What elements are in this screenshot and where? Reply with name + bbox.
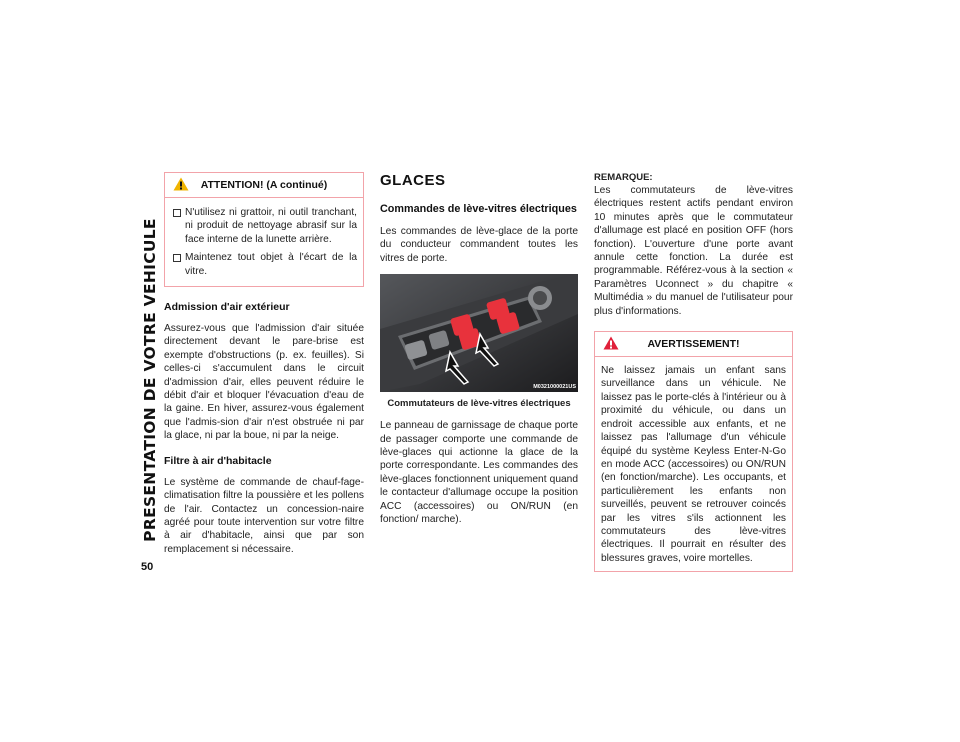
paragraph-intro: Les commandes de lève-glace de la porte du conducteur commandent toutes les vitres de porte. bbox=[380, 226, 578, 264]
warning-box-header bbox=[595, 332, 792, 357]
caution-item: Maintenez tout objet à l'écart de la vitre. bbox=[171, 251, 357, 278]
figure-caption: Commutateurs de lève-vitres électriques bbox=[387, 398, 571, 410]
caution-title: ATTENTION! (A continué) bbox=[200, 179, 328, 191]
remark-label: REMARQUE: bbox=[594, 172, 653, 183]
chapter-side-tab bbox=[140, 170, 160, 590]
caution-box bbox=[164, 172, 364, 287]
paragraph-filtre: Le système de commande de chauf-fage-climatisation filtre la poussière et les pollens de l'air. Contactez un concession-naire agréé pour toute intervention sur votre filtre à air d'habitacle, ainsi que par son remplacement si nécessaire. bbox=[164, 476, 364, 555]
page-number: 50 bbox=[141, 561, 154, 573]
section-title: GLACES bbox=[380, 172, 446, 189]
paragraph-admission: Assurez-vous que l'admission d'air située directement devant le pare-brise est exempte d'obstructions (p. ex. feuilles). Si celles-ci s'accumulent dans le circuit d'admission d'air, elles peuvent réduire le débit d'air et bloquer l'évacuation d'eau de la gaine. En hiver, assurez-vous également que l'admis-sion d'air n'est obstruée ni par la glace, ni par la boue, ni par la neige. bbox=[164, 323, 364, 442]
caution-box-header bbox=[165, 173, 363, 198]
warning-box bbox=[594, 331, 793, 572]
warning-title: AVERTISSEMENT! bbox=[647, 338, 740, 351]
column-3 bbox=[594, 172, 793, 572]
image-code: M0321000021US bbox=[533, 384, 576, 391]
column-2 bbox=[380, 172, 578, 526]
heading-admission: Admission d'air extérieur bbox=[164, 301, 290, 314]
bullet-square-icon bbox=[173, 209, 181, 217]
door-panel-illustration bbox=[380, 274, 578, 392]
paragraph-panel: Le panneau de garnissage de chaque porte de passager comporte une commande de lève-glaces qui actionne la glace de la porte correspondante. Les commandes des lève-glaces fonctionnent uniquement quand le contacteur d'allumage occupe la position ACC (accessoires) ou ON/RUN (en fonction/ marche). bbox=[380, 420, 578, 526]
column-1 bbox=[164, 172, 364, 556]
chapter-title: PRESENTATION DE VOTRE VEHICULE bbox=[141, 218, 159, 542]
caution-item: N'utilisez ni grattoir, ni outil tranchant, ni produit de nettoyage abrasif sur la face interne de la lunette arrière. bbox=[171, 206, 357, 246]
window-switch-photo bbox=[380, 274, 578, 392]
heading-commandes: Commandes de lève-vitres électriques bbox=[380, 203, 577, 215]
warning-text: Ne laissez jamais un enfant sans surveillance dans un véhicule. Ne laissez pas le porte-clés à l'intérieur ou à proximité du véhicule, ou dans un endroit accessible aux enfants, et ne laissez pas l'allumage d'un véhicule équipé du système Keyless Enter-N-Go en mode ACC (accessoires) ou ON/RUN (en fonction/marche). Les occupants, et particulièrement les enfants non surveillés, peuvent se retrouver coincés par les vitres s'ils actionnent les commutateurs des lève-vitres électriques. Il pourrait en résulter des blessures graves, voire mortelles. bbox=[601, 365, 786, 564]
heading-filtre: Filtre à air d'habitacle bbox=[164, 454, 272, 467]
bullet-square-icon bbox=[173, 254, 181, 262]
remark-text: Les commutateurs de lève-vitres électriques restent actifs pendant environ 10 minutes après que le commutateur d'allumage est placé en position OFF (hors fonction). L'ouverture d'une porte avant annule cette fonction. La durée est programmable. Référez-vous à la section « Paramètres Uconnect » du chapitre « Multimédia » du manuel de l'utilisateur pour plus d'informations. bbox=[594, 185, 793, 317]
